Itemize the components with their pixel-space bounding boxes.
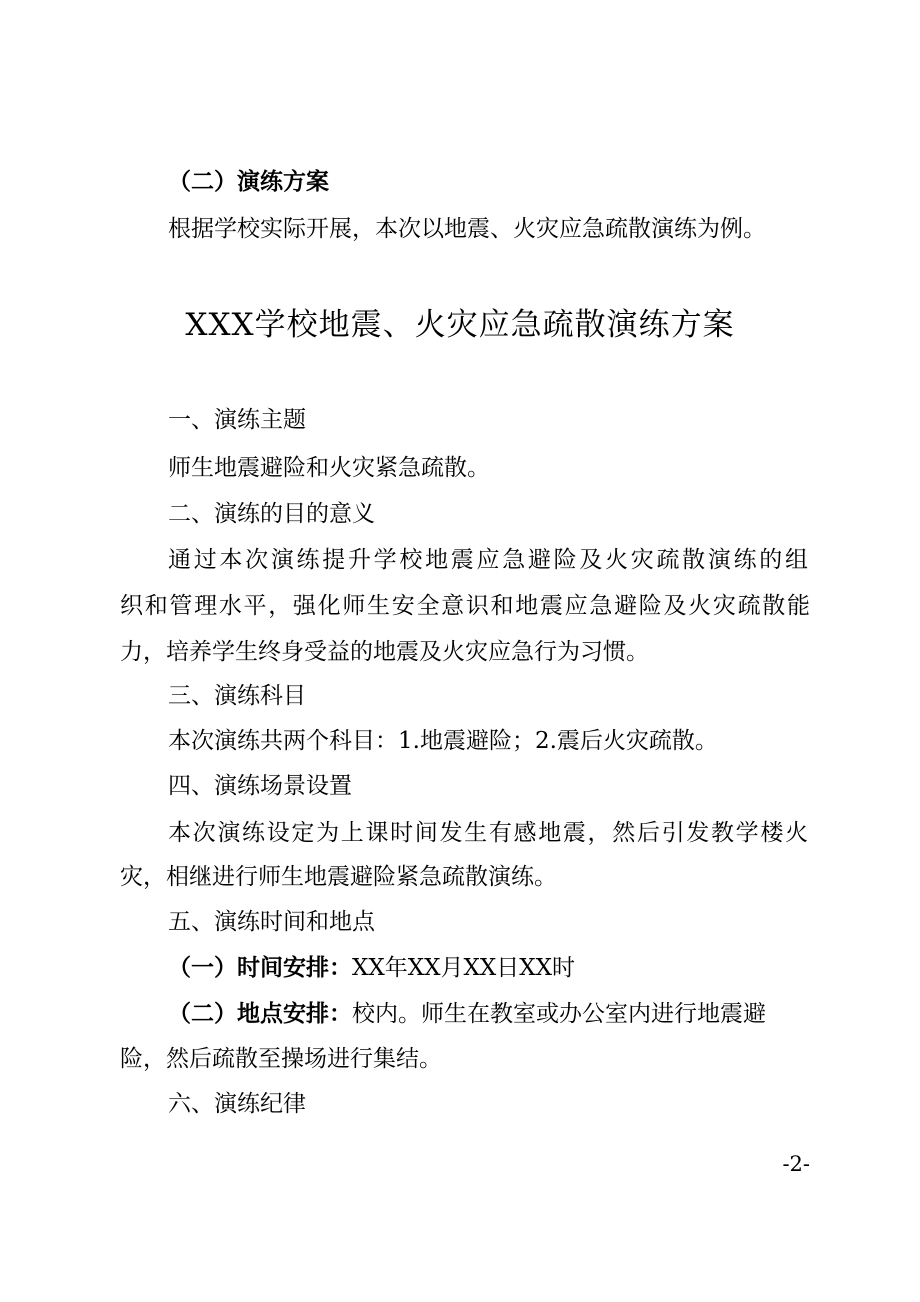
section-1-heading: 一、演练主题 bbox=[168, 407, 306, 433]
place-arrangement bbox=[168, 999, 808, 1029]
section-4-body-line-1: 本次演练设定为上课时间发生有感地震，然后引发教学楼火 bbox=[168, 820, 808, 846]
section-2-heading: 二、演练的目的意义 bbox=[168, 501, 375, 527]
place-value-line-1: 校内。师生在教室或办公室内进行地震避 bbox=[352, 1001, 766, 1027]
section-heading: （二）演练方案 bbox=[168, 168, 329, 195]
time-value: XX年XX月XX日XX时 bbox=[352, 955, 575, 981]
section-5-heading: 五、演练时间和地点 bbox=[168, 909, 375, 935]
section-2-body-line-3: 力，培养学生终身受益的地震及火灾应急行为习惯。 bbox=[120, 639, 649, 665]
place-value-line-2: 险，然后疏散至操场进行集结。 bbox=[120, 1046, 442, 1072]
section-4-body-line-2: 灾，相继进行师生地震避险紧急疏散演练。 bbox=[120, 864, 557, 890]
section-3-body: 本次演练共两个科目：1.地震避险；2.震后火灾疏散。 bbox=[168, 728, 718, 754]
page-number: -2- bbox=[782, 1152, 810, 1176]
intro-paragraph: 根据学校实际开展，本次以地震、火灾应急疏散演练为例。 bbox=[168, 216, 766, 242]
place-label: （二）地点安排： bbox=[168, 1000, 352, 1027]
time-label: （一）时间安排： bbox=[168, 954, 352, 981]
document-title: XXX学校地震、火灾应急疏散演练方案 bbox=[185, 307, 735, 343]
section-2-body-line-2: 织和管理水平，强化师生安全意识和地震应急避险及火灾疏散能 bbox=[120, 593, 810, 619]
section-1-body: 师生地震避险和火灾紧急疏散。 bbox=[168, 455, 490, 481]
section-6-heading: 六、演练纪律 bbox=[168, 1091, 306, 1117]
section-3-heading: 三、演练科目 bbox=[168, 683, 306, 709]
section-2-body-line-1: 通过本次演练提升学校地震应急避险及火灾疏散演练的组 bbox=[168, 547, 808, 573]
time-arrangement bbox=[168, 953, 808, 983]
section-4-heading: 四、演练场景设置 bbox=[168, 773, 352, 799]
